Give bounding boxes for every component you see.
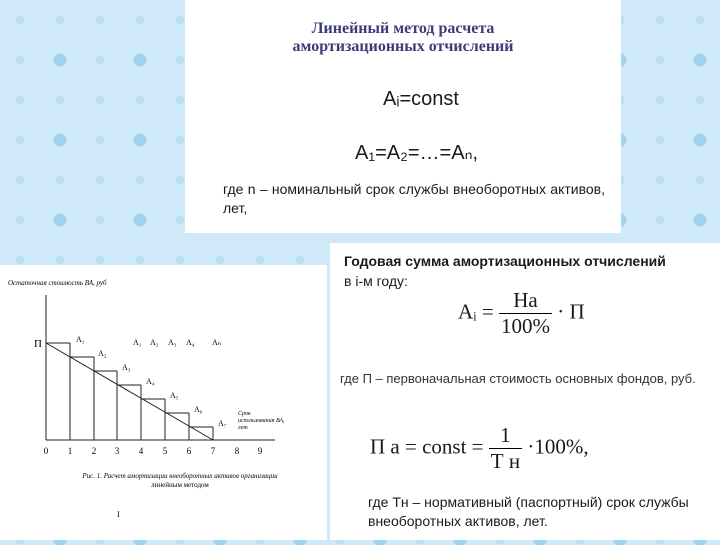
legend-n: Aₙ — [212, 338, 221, 347]
formula-na — [370, 423, 589, 474]
formula-ai — [458, 288, 585, 339]
na-rhs: ·100%, — [527, 434, 589, 459]
x-tick-4: 4 — [138, 446, 144, 456]
legend-4: A₄ — [186, 338, 195, 347]
slide-left-panel — [0, 265, 327, 540]
x-tick-7: 7 — [210, 446, 216, 456]
depreciation-line — [46, 343, 213, 440]
x-tick-6: 6 — [186, 446, 192, 456]
legend-3: A₃ — [168, 338, 177, 347]
step-label-1: A₁ — [76, 335, 85, 344]
term-label-2: использования ВА, — [238, 418, 285, 424]
x-tick-0: 0 — [43, 446, 49, 456]
na-numerator: 1 — [500, 423, 511, 447]
depreciation-diagram — [0, 265, 327, 540]
slide-top-panel — [185, 0, 621, 233]
ai-fraction — [499, 288, 552, 339]
ylabel: Остаточная стоимость ВА, руб — [8, 279, 107, 287]
term-label-3: лет — [238, 425, 248, 431]
x-tick-8: 8 — [234, 446, 240, 456]
ai-numerator: На — [513, 288, 538, 312]
step-label-4: A₄ — [146, 377, 155, 386]
legend-1: A₁ — [133, 338, 142, 347]
formula-const: Aᵢ=const — [383, 88, 459, 110]
na-lhs: П а = const = — [370, 434, 484, 459]
x-tick-2: 2 — [91, 446, 97, 456]
x-tick-1: 1 — [67, 446, 73, 456]
legend-2: A₂ — [150, 338, 159, 347]
ai-lhs: Aᵢ = — [458, 299, 494, 324]
step-label-3: A₃ — [122, 363, 131, 372]
caption-line-1: Рис. 1. Расчет амортизации внеоборотных активов организации — [82, 472, 278, 480]
p-label: П — [34, 338, 42, 350]
step-label-5: A₅ — [170, 391, 179, 400]
step-label-2: A₂ — [98, 349, 107, 358]
x-tick-9: 9 — [257, 446, 263, 456]
title-line-2: амортизационных отчислений — [292, 38, 514, 55]
note-cost: где П – первоначальная стоимость основных фондов, руб. — [340, 371, 696, 386]
na-denominator: Т н — [490, 449, 521, 473]
step-label-7: A₇ — [218, 419, 227, 428]
annual-amount-title: Годовая сумма амортизационных отчислений — [344, 253, 666, 269]
ai-denominator: 100% — [500, 314, 550, 338]
term-label-1: Срок — [238, 411, 251, 417]
note-term: где n – номинальный срок службы внеоборотных активов, лет, — [223, 181, 605, 216]
formula-equal: A₁=A₂=…=Aₙ, — [355, 142, 479, 164]
x-tick-3: 3 — [114, 446, 120, 456]
na-fraction — [489, 423, 522, 474]
ai-rhs: · П — [557, 299, 585, 324]
caption-line-2: линейным методом — [151, 481, 209, 489]
note-norm-term: где Тн – нормативный (паспортный) срок службы внеоборотных активов, лет. — [368, 494, 689, 529]
step-label-6: A₆ — [194, 405, 203, 414]
x-tick-5: 5 — [162, 446, 168, 456]
year-line: в i-м году: — [344, 273, 408, 289]
title-line-1: Линейный метод расчета — [311, 20, 495, 37]
page-mark: I — [117, 510, 120, 519]
method-title — [185, 20, 621, 56]
slide-right-panel — [330, 243, 720, 540]
